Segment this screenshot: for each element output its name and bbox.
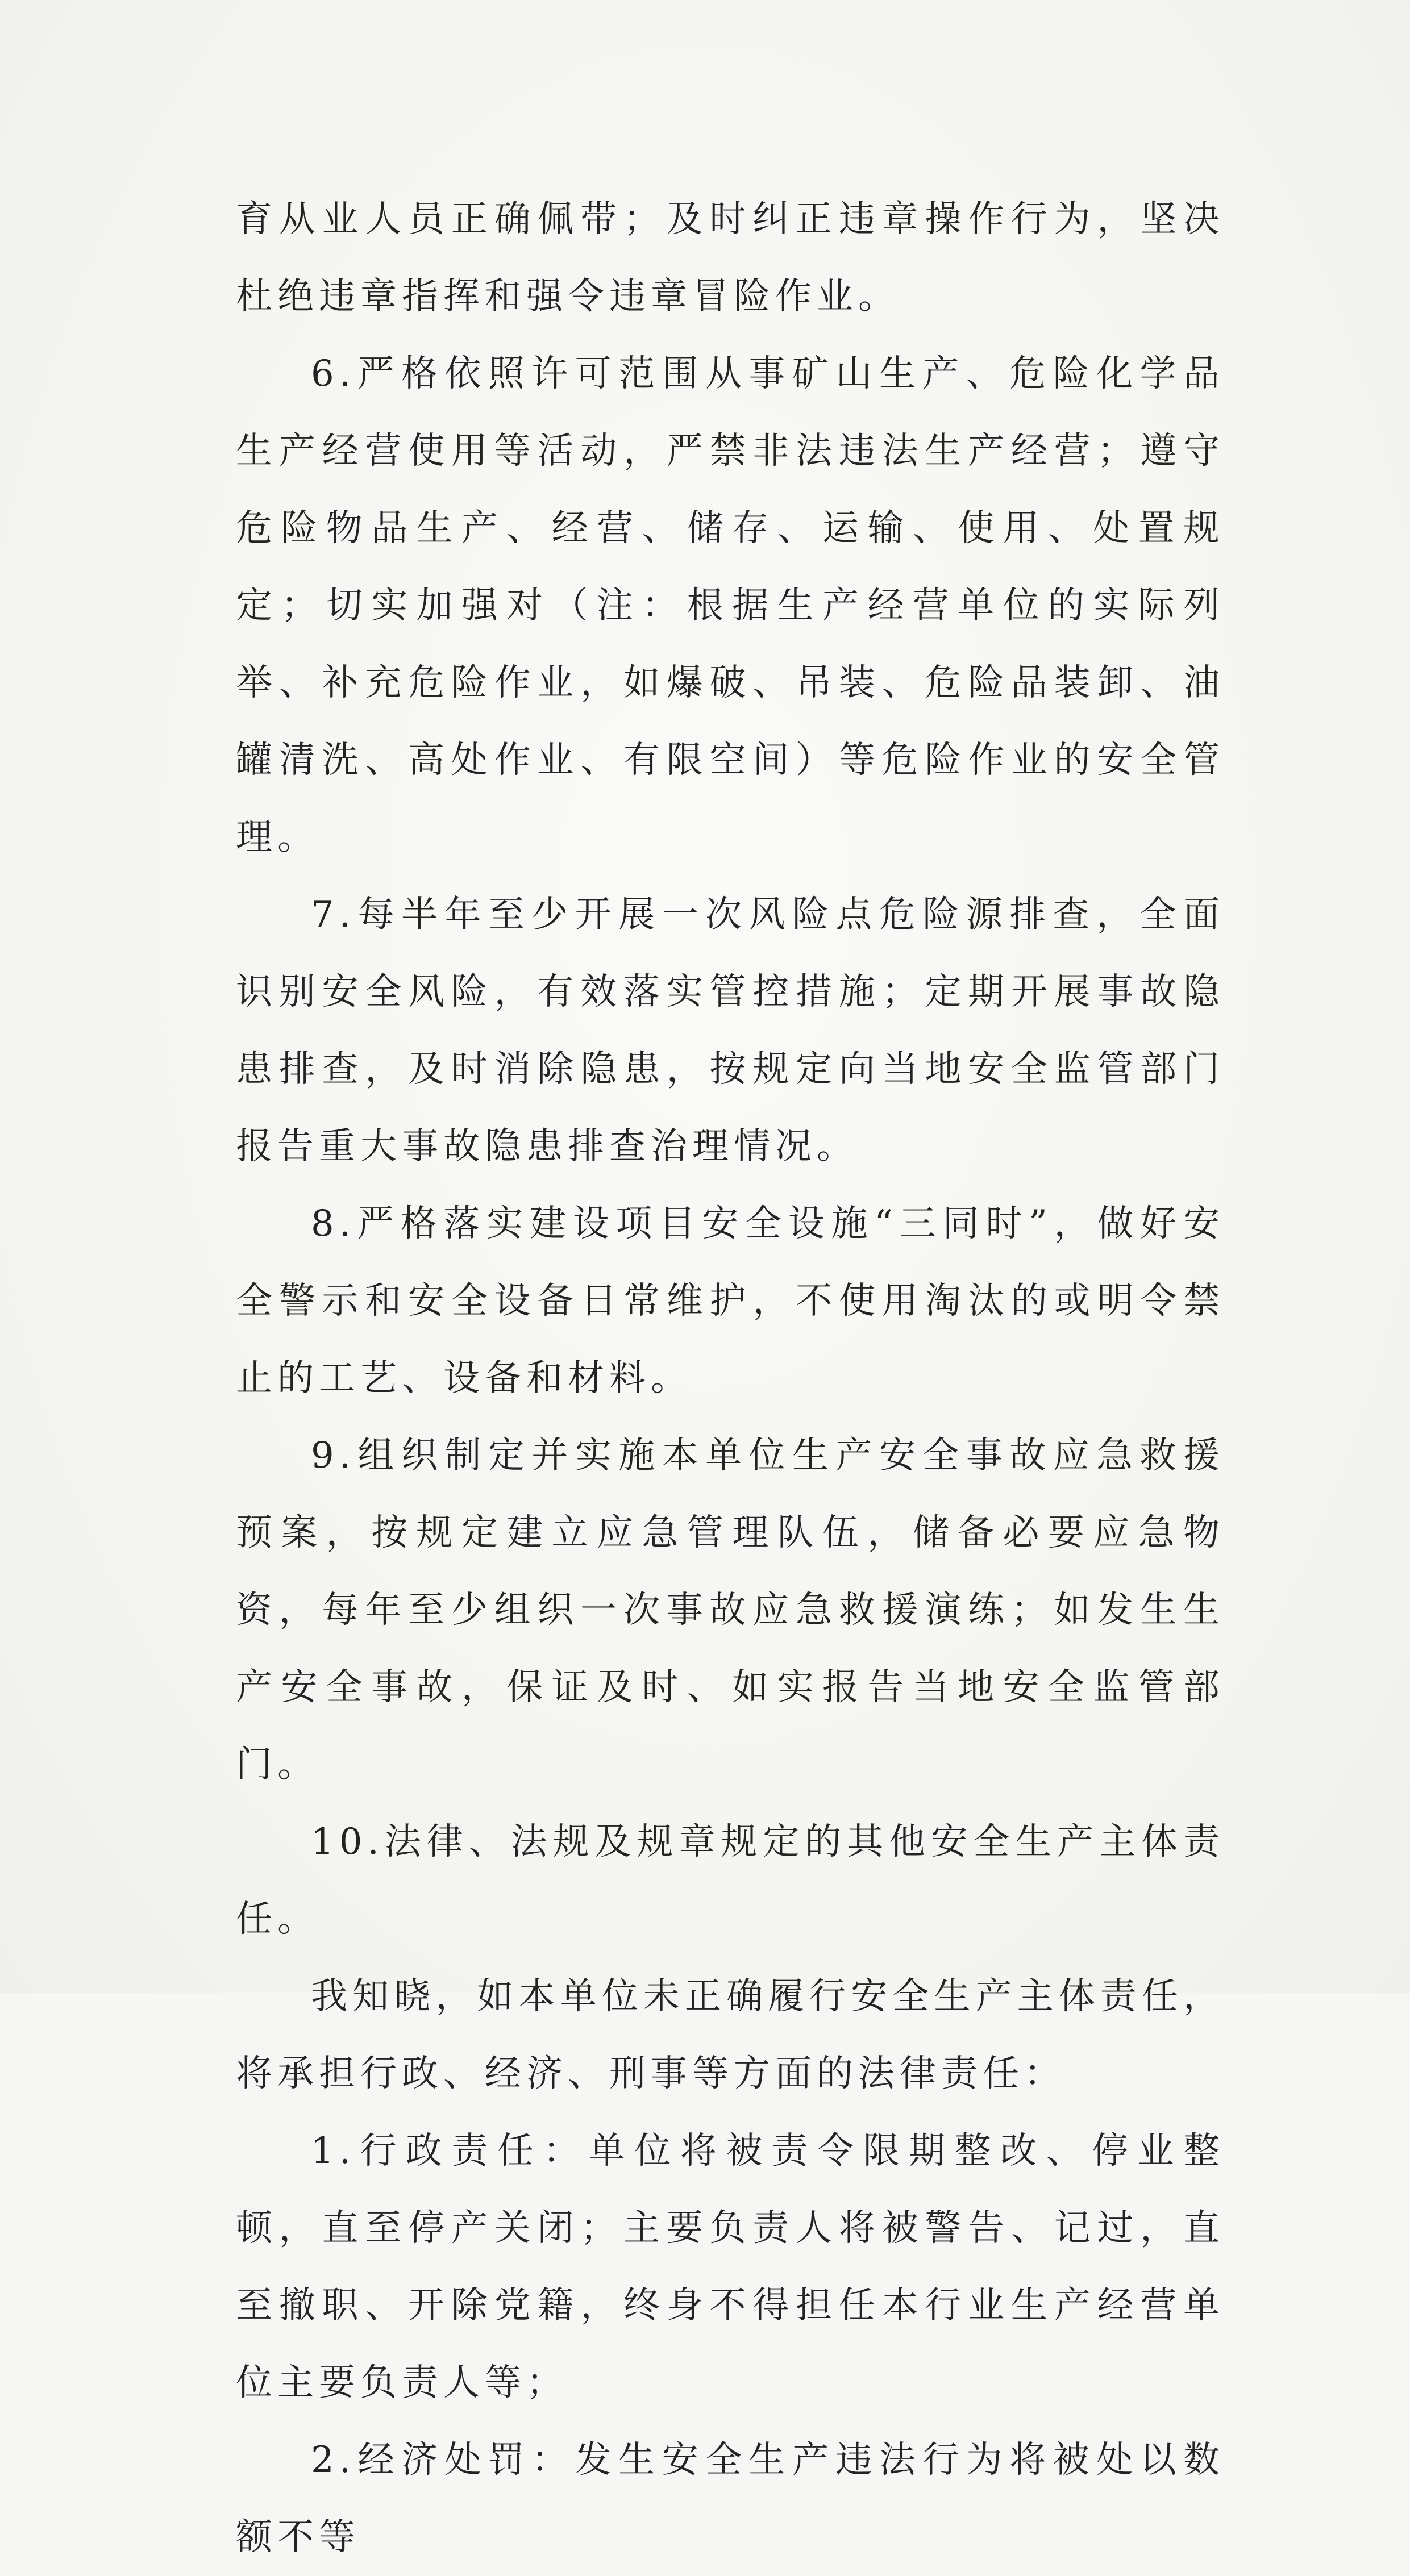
paragraph-economic-penalty: 2.经济处罚：发生安全生产违法行为将被处以数额不等: [236, 2439, 1225, 2558]
paragraph-item-7: 7.每半年至少开展一次风险点危险源排查，全面识别安全风险，有效落实管控措施；定期开展事故隐患排查，及时消除隐患，按规定向当地安全监管部门报告重大事故隐患排查治理情况。: [236, 894, 1225, 1168]
paragraph-acknowledgement: 我知晓，如本单位未正确履行安全生产主体责任，将承担行政、经济、刑事等方面的法律责任：: [236, 1975, 1225, 2095]
paragraph-item-9: 9.组织制定并实施本单位生产安全事故应急救援预案，按规定建立应急管理队伍，储备必要应急物资，每年至少组织一次事故应急救援演练；如发生生产安全事故，保证及时、如实报告当地安全监管部门。: [236, 1435, 1225, 1786]
paragraph-continuation: 育从业人员正确佩带；及时纠正违章操作行为，坚决杜绝违章指挥和强令违章冒险作业。: [236, 198, 1225, 318]
paragraph-administrative-liability: 1.行政责任：单位将被责令限期整改、停业整顿，直至停产关闭；主要负责人将被警告、记过，直至撤职、开除党籍，终身不得担任本行业生产经营单位主要负责人等；: [236, 2130, 1225, 2404]
paragraph-item-10: 10.法律、法规及规章规定的其他安全生产主体责任。: [236, 1821, 1225, 1940]
paragraph-item-6: 6.严格依照许可范围从事矿山生产、危险化学品生产经营使用等活动，严禁非法违法生产经营；遵守危险物品生产、经营、储存、运输、使用、处置规定；切实加强对（注：根据生产经营单位的实际列举、补充危险作业，如爆破、吊装、危险品装卸、油罐清洗、高处作业、有限空间）等危险作业的安全管理。: [236, 353, 1225, 858]
document-body: [236, 181, 1225, 2576]
paragraph-item-8: 8.严格落实建设项目安全设施“三同时”，做好安全警示和安全设备日常维护，不使用淘汰的或明令禁止的工艺、设备和材料。: [236, 1203, 1225, 1399]
